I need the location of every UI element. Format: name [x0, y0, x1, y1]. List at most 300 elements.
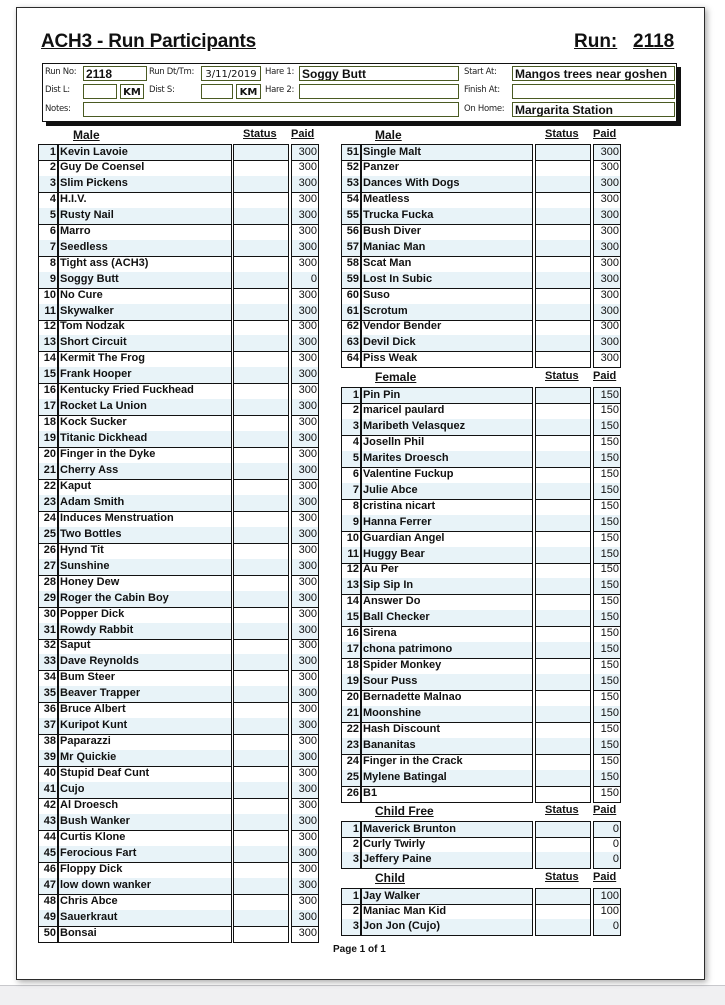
status-cell [233, 495, 289, 512]
status-cell [535, 754, 591, 771]
on-home-label: On Home: [464, 104, 505, 114]
row-number: 1 [38, 144, 59, 161]
row-number: 6 [38, 224, 59, 241]
notes-label: Notes: [45, 104, 71, 114]
participant-name: Lost In Subic [362, 272, 533, 289]
row-number: 53 [341, 176, 362, 193]
participant-name: Marites Droesch [362, 451, 533, 468]
start-label: Start At: [464, 67, 497, 77]
row-number: 17 [38, 399, 59, 416]
participant-name: Rocket La Union [59, 399, 232, 416]
participant-name: Bum Steer [59, 670, 232, 687]
participant-name: Maribeth Velasquez [362, 419, 533, 436]
paid-amount: 300 [593, 335, 621, 352]
participant-name: Bonsai [59, 926, 232, 943]
status-cell [233, 144, 289, 161]
paid-amount: 100 [593, 888, 621, 905]
row-number: 16 [38, 383, 59, 400]
status-cell [535, 160, 591, 177]
participant-name: Julie Abce [362, 483, 533, 500]
status-cell [233, 846, 289, 863]
participant-name: cristina nicart [362, 499, 533, 516]
status-cell [535, 706, 591, 723]
row-number: 18 [341, 658, 362, 675]
participant-name: Sour Puss [362, 674, 533, 691]
status-cell [535, 451, 591, 468]
participant-name: Kentucky Fried Fuckhead [59, 383, 232, 400]
status-cell [535, 821, 591, 838]
status-cell [233, 798, 289, 815]
paid-amount: 300 [593, 176, 621, 193]
male-left-paid-header: Paid [291, 128, 315, 140]
status-cell [233, 176, 289, 193]
participant-name: Curtis Klone [59, 830, 232, 847]
row-number: 1 [341, 821, 362, 838]
paid-amount: 300 [291, 846, 319, 863]
row-number: 15 [38, 367, 59, 384]
paid-amount: 300 [291, 527, 319, 544]
row-number: 10 [341, 531, 362, 548]
row-number: 12 [341, 562, 362, 579]
participant-name: Cherry Ass [59, 463, 232, 480]
paid-amount: 150 [593, 467, 621, 484]
participant-name: Adam Smith [59, 495, 232, 512]
participant-name: Cujo [59, 782, 232, 799]
row-number: 5 [38, 208, 59, 225]
participant-name: Guy De Coensel [59, 160, 232, 177]
status-cell [233, 814, 289, 831]
status-cell [535, 304, 591, 321]
paid-amount: 150 [593, 483, 621, 500]
status-cell [535, 272, 591, 289]
row-number: 64 [341, 351, 362, 368]
participant-name: H.I.V. [59, 192, 232, 209]
paid-amount: 300 [291, 447, 319, 464]
row-number: 59 [341, 272, 362, 289]
participant-name: Kock Sucker [59, 415, 232, 432]
paid-amount: 150 [593, 738, 621, 755]
finish-field [512, 84, 675, 99]
male-right-paid-header: Paid [593, 128, 617, 140]
paid-amount: 300 [593, 304, 621, 321]
participant-name: low down wanker [59, 878, 232, 895]
participant-name: Dances With Dogs [362, 176, 533, 193]
paid-amount: 300 [593, 240, 621, 257]
status-cell [535, 888, 591, 905]
participant-name: Bernadette Malnao [362, 690, 533, 707]
row-number: 36 [38, 702, 59, 719]
status-cell [233, 367, 289, 384]
participant-name: Slim Pickens [59, 176, 232, 193]
row-number: 33 [38, 654, 59, 671]
row-number: 40 [38, 766, 59, 783]
status-cell [233, 623, 289, 640]
status-cell [535, 531, 591, 548]
row-number: 19 [38, 431, 59, 448]
status-cell [535, 351, 591, 368]
paid-amount: 300 [291, 814, 319, 831]
participant-name: Bananitas [362, 738, 533, 755]
participant-name: Sauerkraut [59, 910, 232, 927]
child-status-header: Status [545, 871, 579, 883]
status-cell [233, 319, 289, 336]
row-number: 9 [38, 272, 59, 289]
status-cell [233, 224, 289, 241]
run-info-box [42, 63, 677, 122]
participant-name: Vendor Bender [362, 319, 533, 336]
paid-amount: 300 [291, 638, 319, 655]
paid-amount: 150 [593, 419, 621, 436]
participant-name: Chris Abce [59, 894, 232, 911]
status-cell [535, 594, 591, 611]
paid-amount: 150 [593, 658, 621, 675]
status-cell [535, 224, 591, 241]
paid-amount: 150 [593, 642, 621, 659]
paid-amount: 150 [593, 531, 621, 548]
participant-name: Two Bottles [59, 527, 232, 544]
participant-name: Honey Dew [59, 575, 232, 592]
status-cell [535, 626, 591, 643]
hare1-label: Hare 1: [265, 67, 295, 77]
row-number: 24 [38, 511, 59, 528]
status-cell [233, 894, 289, 911]
paid-amount: 300 [291, 415, 319, 432]
row-number: 6 [341, 467, 362, 484]
participant-name: Soggy Butt [59, 272, 232, 289]
participant-name: Hynd Tit [59, 543, 232, 560]
status-cell [535, 288, 591, 305]
paid-amount: 150 [593, 706, 621, 723]
row-number: 17 [341, 642, 362, 659]
status-cell [233, 575, 289, 592]
paid-amount: 150 [593, 515, 621, 532]
participant-name: Rusty Nail [59, 208, 232, 225]
participant-name: Moonshine [362, 706, 533, 723]
row-number: 1 [341, 888, 362, 905]
participant-name: Bush Diver [362, 224, 533, 241]
paid-amount: 300 [291, 543, 319, 560]
status-cell [233, 192, 289, 209]
paid-amount: 300 [291, 623, 319, 640]
paid-amount: 300 [291, 750, 319, 767]
hare1-field: Soggy Butt [299, 66, 459, 81]
row-number: 8 [341, 499, 362, 516]
participant-name: Devil Dick [362, 335, 533, 352]
paid-amount: 300 [291, 878, 319, 895]
row-number: 2 [341, 403, 362, 420]
paid-amount: 300 [291, 686, 319, 703]
status-cell [535, 919, 591, 936]
row-number: 49 [38, 910, 59, 927]
paid-amount: 300 [291, 176, 319, 193]
dist-l-unit: KM [120, 84, 144, 99]
status-cell [535, 547, 591, 564]
status-cell [233, 288, 289, 305]
child-paid-header: Paid [593, 871, 617, 883]
row-number: 45 [38, 846, 59, 863]
status-cell [233, 463, 289, 480]
status-cell [535, 674, 591, 691]
row-number: 60 [341, 288, 362, 305]
male-right-status-header: Status [545, 128, 579, 140]
paid-amount: 0 [593, 837, 621, 854]
row-number: 63 [341, 335, 362, 352]
participant-name: Au Per [362, 562, 533, 579]
status-cell [535, 852, 591, 869]
paid-amount: 300 [291, 782, 319, 799]
participant-name: Hash Discount [362, 722, 533, 739]
female-header: Female [375, 370, 417, 384]
participant-name: Suso [362, 288, 533, 305]
status-cell [535, 562, 591, 579]
participant-name: Al Droesch [59, 798, 232, 815]
participant-name: Kermit The Frog [59, 351, 232, 368]
status-cell [233, 415, 289, 432]
participant-name: Finger in the Dyke [59, 447, 232, 464]
row-number: 20 [341, 690, 362, 707]
status-cell [233, 479, 289, 496]
paid-amount: 300 [291, 654, 319, 671]
row-number: 3 [341, 852, 362, 869]
paid-amount: 300 [291, 926, 319, 943]
paid-amount: 150 [593, 610, 621, 627]
paid-amount: 150 [593, 722, 621, 739]
participant-name: Seedless [59, 240, 232, 257]
row-number: 56 [341, 224, 362, 241]
paid-amount: 300 [291, 798, 319, 815]
row-number: 48 [38, 894, 59, 911]
female-status-header: Status [545, 370, 579, 382]
child-free-header: Child Free [375, 804, 434, 818]
status-cell [233, 272, 289, 289]
row-number: 42 [38, 798, 59, 815]
run-no-label: Run No: [45, 67, 77, 77]
status-cell [535, 387, 591, 404]
row-number: 61 [341, 304, 362, 321]
status-cell [535, 578, 591, 595]
row-number: 13 [341, 578, 362, 595]
status-cell [535, 515, 591, 532]
status-cell [233, 559, 289, 576]
child-free-status-header: Status [545, 804, 579, 816]
row-number: 15 [341, 610, 362, 627]
status-cell [233, 750, 289, 767]
paid-amount: 300 [593, 351, 621, 368]
row-number: 37 [38, 718, 59, 735]
paid-amount: 300 [291, 862, 319, 879]
paid-amount: 150 [593, 547, 621, 564]
run-no-field: 2118 [83, 66, 147, 81]
paid-amount: 300 [291, 894, 319, 911]
status-cell [535, 610, 591, 627]
participant-name: Marro [59, 224, 232, 241]
male-left-status-header: Status [243, 128, 277, 140]
finish-label: Finish At: [464, 85, 500, 95]
participant-name: Beaver Trapper [59, 686, 232, 703]
row-number: 50 [38, 926, 59, 943]
row-number: 47 [38, 878, 59, 895]
participant-name: Dave Reynolds [59, 654, 232, 671]
row-number: 26 [341, 786, 362, 803]
status-cell [233, 910, 289, 927]
status-cell [535, 144, 591, 161]
notes-field [83, 102, 459, 117]
status-cell [233, 718, 289, 735]
participant-name: Ball Checker [362, 610, 533, 627]
participant-name: Popper Dick [59, 607, 232, 624]
row-number: 51 [341, 144, 362, 161]
status-cell [233, 862, 289, 879]
paid-amount: 300 [291, 240, 319, 257]
paid-amount: 150 [593, 626, 621, 643]
row-number: 31 [38, 623, 59, 640]
row-number: 14 [38, 351, 59, 368]
row-number: 38 [38, 734, 59, 751]
status-cell [233, 670, 289, 687]
participant-name: Jeffery Paine [362, 852, 533, 869]
paid-amount: 150 [593, 770, 621, 787]
viewer-bottom-bar [0, 985, 725, 1005]
participant-name: Jay Walker [362, 888, 533, 905]
participant-name: Kaput [59, 479, 232, 496]
dist-l-field [83, 84, 117, 99]
run-dt-field: 3/11/2019 [201, 66, 261, 81]
paid-amount: 300 [291, 511, 319, 528]
row-number: 41 [38, 782, 59, 799]
paid-amount: 300 [291, 431, 319, 448]
row-number: 19 [341, 674, 362, 691]
participant-name: Maniac Man Kid [362, 904, 533, 921]
status-cell [233, 766, 289, 783]
status-cell [535, 256, 591, 273]
status-cell [535, 319, 591, 336]
participant-name: Tight ass (ACH3) [59, 256, 232, 273]
status-cell [233, 399, 289, 416]
status-cell [535, 435, 591, 452]
paid-amount: 300 [291, 910, 319, 927]
paid-amount: 150 [593, 594, 621, 611]
paid-amount: 300 [291, 256, 319, 273]
participant-name: maricel paulard [362, 403, 533, 420]
paid-amount: 300 [291, 734, 319, 751]
child-header: Child [375, 871, 405, 885]
row-number: 44 [38, 830, 59, 847]
participant-name: Tom Nodzak [59, 319, 232, 336]
status-cell [233, 686, 289, 703]
participant-name: Frank Hooper [59, 367, 232, 384]
status-cell [535, 240, 591, 257]
row-number: 4 [38, 192, 59, 209]
row-number: 34 [38, 670, 59, 687]
row-number: 43 [38, 814, 59, 831]
row-number: 13 [38, 335, 59, 352]
row-number: 14 [341, 594, 362, 611]
status-cell [233, 511, 289, 528]
paid-amount: 300 [291, 192, 319, 209]
paid-amount: 300 [291, 304, 319, 321]
row-number: 55 [341, 208, 362, 225]
participant-name: Ferocious Fart [59, 846, 232, 863]
status-cell [233, 830, 289, 847]
paid-amount: 300 [593, 288, 621, 305]
participant-name: Mr Quickie [59, 750, 232, 767]
status-cell [535, 192, 591, 209]
row-number: 35 [38, 686, 59, 703]
status-cell [535, 786, 591, 803]
participant-name: Induces Menstruation [59, 511, 232, 528]
row-number: 32 [38, 638, 59, 655]
row-number: 8 [38, 256, 59, 273]
row-number: 7 [341, 483, 362, 500]
participant-name: Pin Pin [362, 387, 533, 404]
paid-amount: 300 [291, 830, 319, 847]
row-number: 22 [38, 479, 59, 496]
paid-amount: 300 [291, 399, 319, 416]
participant-name: Bush Wanker [59, 814, 232, 831]
paid-amount: 150 [593, 786, 621, 803]
paid-amount: 150 [593, 754, 621, 771]
row-number: 3 [341, 919, 362, 936]
paid-amount: 150 [593, 435, 621, 452]
status-cell [535, 208, 591, 225]
row-number: 12 [38, 319, 59, 336]
row-number: 4 [341, 435, 362, 452]
paid-amount: 300 [593, 319, 621, 336]
paid-amount: 150 [593, 690, 621, 707]
status-cell [233, 351, 289, 368]
paid-amount: 300 [291, 224, 319, 241]
on-home-field: Margarita Station [512, 102, 675, 117]
row-number: 9 [341, 515, 362, 532]
row-number: 28 [38, 575, 59, 592]
status-cell [233, 734, 289, 751]
row-number: 2 [38, 160, 59, 177]
participant-name: Paparazzi [59, 734, 232, 751]
status-cell [233, 383, 289, 400]
paid-amount: 150 [593, 578, 621, 595]
paid-amount: 300 [593, 224, 621, 241]
row-number: 11 [341, 547, 362, 564]
row-number: 24 [341, 754, 362, 771]
paid-amount: 300 [593, 208, 621, 225]
participant-name: Stupid Deaf Cunt [59, 766, 232, 783]
row-number: 7 [38, 240, 59, 257]
paid-amount: 300 [291, 607, 319, 624]
paid-amount: 150 [593, 387, 621, 404]
paid-amount: 300 [593, 144, 621, 161]
child-free-paid-header: Paid [593, 804, 617, 816]
paid-amount: 300 [593, 272, 621, 289]
row-number: 3 [38, 176, 59, 193]
participant-name: Saput [59, 638, 232, 655]
participant-name: Kevin Lavoie [59, 144, 232, 161]
status-cell [535, 642, 591, 659]
row-number: 25 [38, 527, 59, 544]
row-number: 52 [341, 160, 362, 177]
row-number: 46 [38, 862, 59, 879]
participant-name: Answer Do [362, 594, 533, 611]
participant-name: No Cure [59, 288, 232, 305]
run-dt-label: Run Dt/Tm: [149, 67, 195, 77]
male-left-header: Male [73, 128, 100, 142]
participant-name: Floppy Dick [59, 862, 232, 879]
paid-amount: 150 [593, 562, 621, 579]
paid-amount: 300 [291, 463, 319, 480]
paid-amount: 300 [291, 335, 319, 352]
status-cell [233, 878, 289, 895]
status-cell [535, 837, 591, 854]
participant-name: Mylene Batingal [362, 770, 533, 787]
